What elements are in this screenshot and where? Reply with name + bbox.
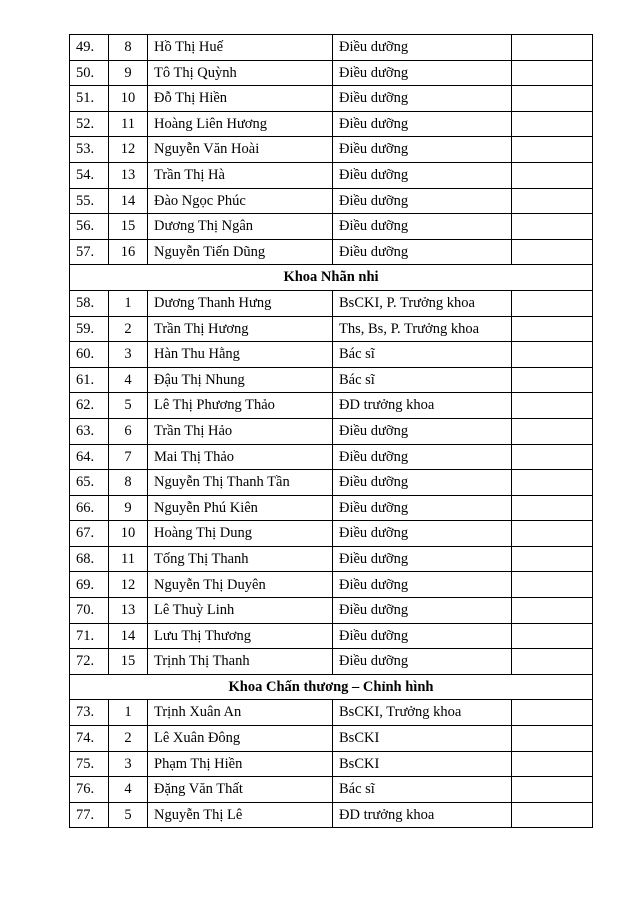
serial-number-cell: 61. xyxy=(70,367,109,393)
serial-number-cell: 72. xyxy=(70,649,109,675)
staff-name-cell: Trịnh Xuân An xyxy=(148,700,333,726)
staff-row xyxy=(70,188,593,214)
staff-role-cell: BsCKI, Trưởng khoa xyxy=(333,700,512,726)
department-index-cell: 15 xyxy=(109,649,148,675)
serial-number-cell: 57. xyxy=(70,239,109,265)
staff-name-cell: Trần Thị Hảo xyxy=(148,418,333,444)
staff-name-cell: Đậu Thị Nhung xyxy=(148,367,333,393)
staff-role-cell: Bác sĩ xyxy=(333,777,512,803)
staff-name-cell: Đỗ Thị Hiền xyxy=(148,86,333,112)
staff-row xyxy=(70,290,593,316)
staff-row xyxy=(70,700,593,726)
staff-role-cell: BsCKI, P. Trưởng khoa xyxy=(333,290,512,316)
serial-number-cell: 52. xyxy=(70,111,109,137)
staff-row xyxy=(70,751,593,777)
serial-number-cell: 67. xyxy=(70,521,109,547)
note-cell xyxy=(512,726,593,752)
serial-number-cell: 62. xyxy=(70,393,109,419)
staff-role-cell: Điều dưỡng xyxy=(333,214,512,240)
note-cell xyxy=(512,162,593,188)
staff-name-cell: Lê Thị Phương Thảo xyxy=(148,393,333,419)
department-index-cell: 11 xyxy=(109,111,148,137)
staff-role-cell: Điều dưỡng xyxy=(333,188,512,214)
staff-row xyxy=(70,418,593,444)
department-index-cell: 10 xyxy=(109,521,148,547)
serial-number-cell: 55. xyxy=(70,188,109,214)
department-index-cell: 9 xyxy=(109,495,148,521)
staff-role-cell: Bác sĩ xyxy=(333,342,512,368)
note-cell xyxy=(512,111,593,137)
staff-name-cell: Hồ Thị Huế xyxy=(148,35,333,61)
staff-row xyxy=(70,802,593,828)
staff-row xyxy=(70,572,593,598)
staff-name-cell: Hàn Thu Hằng xyxy=(148,342,333,368)
serial-number-cell: 69. xyxy=(70,572,109,598)
staff-role-cell: Điều dưỡng xyxy=(333,239,512,265)
note-cell xyxy=(512,572,593,598)
note-cell xyxy=(512,137,593,163)
department-index-cell: 2 xyxy=(109,316,148,342)
note-cell xyxy=(512,598,593,624)
staff-role-cell: Điều dưỡng xyxy=(333,521,512,547)
serial-number-cell: 59. xyxy=(70,316,109,342)
note-cell xyxy=(512,649,593,675)
department-index-cell: 2 xyxy=(109,726,148,752)
staff-role-cell: BsCKI xyxy=(333,726,512,752)
staff-row xyxy=(70,137,593,163)
staff-table-body xyxy=(70,35,593,828)
note-cell xyxy=(512,777,593,803)
staff-role-cell: Điều dưỡng xyxy=(333,444,512,470)
serial-number-cell: 51. xyxy=(70,86,109,112)
serial-number-cell: 74. xyxy=(70,726,109,752)
serial-number-cell: 49. xyxy=(70,35,109,61)
department-index-cell: 3 xyxy=(109,342,148,368)
staff-row xyxy=(70,86,593,112)
staff-role-cell: ĐD trưởng khoa xyxy=(333,802,512,828)
staff-row xyxy=(70,35,593,61)
staff-row xyxy=(70,111,593,137)
staff-name-cell: Đào Ngọc Phúc xyxy=(148,188,333,214)
department-index-cell: 3 xyxy=(109,751,148,777)
serial-number-cell: 70. xyxy=(70,598,109,624)
serial-number-cell: 50. xyxy=(70,60,109,86)
staff-row xyxy=(70,239,593,265)
staff-name-cell: Trịnh Thị Thanh xyxy=(148,649,333,675)
staff-role-cell: Điều dưỡng xyxy=(333,598,512,624)
note-cell xyxy=(512,393,593,419)
note-cell xyxy=(512,623,593,649)
staff-name-cell: Phạm Thị Hiền xyxy=(148,751,333,777)
note-cell xyxy=(512,60,593,86)
serial-number-cell: 58. xyxy=(70,290,109,316)
staff-role-cell: Điều dưỡng xyxy=(333,162,512,188)
staff-row xyxy=(70,162,593,188)
staff-role-cell: Điều dưỡng xyxy=(333,418,512,444)
staff-role-cell: Điều dưỡng xyxy=(333,137,512,163)
staff-role-cell: Bác sĩ xyxy=(333,367,512,393)
department-index-cell: 14 xyxy=(109,623,148,649)
serial-number-cell: 65. xyxy=(70,470,109,496)
staff-row xyxy=(70,598,593,624)
staff-name-cell: Lưu Thị Thương xyxy=(148,623,333,649)
staff-row xyxy=(70,649,593,675)
serial-number-cell: 76. xyxy=(70,777,109,803)
department-index-cell: 5 xyxy=(109,393,148,419)
staff-role-cell: Điều dưỡng xyxy=(333,86,512,112)
staff-row xyxy=(70,726,593,752)
staff-row xyxy=(70,495,593,521)
department-header-row xyxy=(70,674,593,700)
staff-role-cell: Điều dưỡng xyxy=(333,649,512,675)
note-cell xyxy=(512,521,593,547)
staff-name-cell: Nguyễn Phú Kiên xyxy=(148,495,333,521)
department-index-cell: 4 xyxy=(109,777,148,803)
serial-number-cell: 71. xyxy=(70,623,109,649)
staff-row xyxy=(70,342,593,368)
department-header-row xyxy=(70,265,593,291)
department-index-cell: 10 xyxy=(109,86,148,112)
staff-row xyxy=(70,623,593,649)
department-index-cell: 1 xyxy=(109,290,148,316)
staff-role-cell: BsCKI xyxy=(333,751,512,777)
department-index-cell: 15 xyxy=(109,214,148,240)
department-index-cell: 6 xyxy=(109,418,148,444)
note-cell xyxy=(512,188,593,214)
serial-number-cell: 60. xyxy=(70,342,109,368)
staff-name-cell: Đặng Văn Thất xyxy=(148,777,333,803)
staff-name-cell: Lê Xuân Đông xyxy=(148,726,333,752)
staff-row xyxy=(70,367,593,393)
serial-number-cell: 63. xyxy=(70,418,109,444)
note-cell xyxy=(512,418,593,444)
staff-row xyxy=(70,777,593,803)
department-index-cell: 1 xyxy=(109,700,148,726)
staff-row xyxy=(70,393,593,419)
staff-name-cell: Tô Thị Quỳnh xyxy=(148,60,333,86)
staff-table xyxy=(69,34,593,828)
department-index-cell: 13 xyxy=(109,598,148,624)
staff-name-cell: Trần Thị Hương xyxy=(148,316,333,342)
staff-name-cell: Nguyễn Thị Thanh Tần xyxy=(148,470,333,496)
department-index-cell: 7 xyxy=(109,444,148,470)
note-cell xyxy=(512,444,593,470)
department-index-cell: 12 xyxy=(109,137,148,163)
staff-role-cell: Điều dưỡng xyxy=(333,546,512,572)
staff-name-cell: Nguyễn Thị Duyên xyxy=(148,572,333,598)
department-index-cell: 8 xyxy=(109,35,148,61)
staff-row xyxy=(70,521,593,547)
note-cell xyxy=(512,802,593,828)
department-index-cell: 12 xyxy=(109,572,148,598)
staff-row xyxy=(70,444,593,470)
staff-name-cell: Nguyễn Văn Hoài xyxy=(148,137,333,163)
note-cell xyxy=(512,495,593,521)
staff-role-cell: Điều dưỡng xyxy=(333,35,512,61)
staff-row xyxy=(70,470,593,496)
serial-number-cell: 66. xyxy=(70,495,109,521)
note-cell xyxy=(512,35,593,61)
serial-number-cell: 68. xyxy=(70,546,109,572)
serial-number-cell: 54. xyxy=(70,162,109,188)
department-title: Khoa Chấn thương – Chỉnh hình xyxy=(70,674,593,700)
department-title: Khoa Nhãn nhi xyxy=(70,265,593,291)
staff-name-cell: Nguyễn Thị Lê xyxy=(148,802,333,828)
note-cell xyxy=(512,751,593,777)
note-cell xyxy=(512,239,593,265)
note-cell xyxy=(512,316,593,342)
staff-name-cell: Dương Thanh Hưng xyxy=(148,290,333,316)
department-index-cell: 14 xyxy=(109,188,148,214)
staff-role-cell: Điều dưỡng xyxy=(333,470,512,496)
serial-number-cell: 56. xyxy=(70,214,109,240)
staff-row xyxy=(70,60,593,86)
staff-name-cell: Hoàng Thị Dung xyxy=(148,521,333,547)
serial-number-cell: 75. xyxy=(70,751,109,777)
department-index-cell: 16 xyxy=(109,239,148,265)
note-cell xyxy=(512,546,593,572)
department-index-cell: 5 xyxy=(109,802,148,828)
staff-name-cell: Lê Thuỳ Linh xyxy=(148,598,333,624)
staff-role-cell: Điều dưỡng xyxy=(333,60,512,86)
department-index-cell: 13 xyxy=(109,162,148,188)
department-index-cell: 11 xyxy=(109,546,148,572)
note-cell xyxy=(512,470,593,496)
staff-name-cell: Nguyễn Tiến Dũng xyxy=(148,239,333,265)
staff-row xyxy=(70,316,593,342)
staff-role-cell: Điều dưỡng xyxy=(333,623,512,649)
staff-name-cell: Tống Thị Thanh xyxy=(148,546,333,572)
staff-row xyxy=(70,546,593,572)
staff-name-cell: Trần Thị Hà xyxy=(148,162,333,188)
staff-name-cell: Dương Thị Ngân xyxy=(148,214,333,240)
serial-number-cell: 64. xyxy=(70,444,109,470)
department-index-cell: 8 xyxy=(109,470,148,496)
note-cell xyxy=(512,86,593,112)
serial-number-cell: 77. xyxy=(70,802,109,828)
staff-role-cell: Ths, Bs, P. Trưởng khoa xyxy=(333,316,512,342)
note-cell xyxy=(512,367,593,393)
staff-role-cell: Điều dưỡng xyxy=(333,111,512,137)
staff-role-cell: Điều dưỡng xyxy=(333,495,512,521)
staff-name-cell: Hoàng Liên Hương xyxy=(148,111,333,137)
department-index-cell: 9 xyxy=(109,60,148,86)
staff-row xyxy=(70,214,593,240)
staff-name-cell: Mai Thị Thảo xyxy=(148,444,333,470)
note-cell xyxy=(512,700,593,726)
department-index-cell: 4 xyxy=(109,367,148,393)
note-cell xyxy=(512,342,593,368)
staff-role-cell: ĐD trưởng khoa xyxy=(333,393,512,419)
serial-number-cell: 73. xyxy=(70,700,109,726)
note-cell xyxy=(512,214,593,240)
note-cell xyxy=(512,290,593,316)
serial-number-cell: 53. xyxy=(70,137,109,163)
staff-role-cell: Điều dưỡng xyxy=(333,572,512,598)
